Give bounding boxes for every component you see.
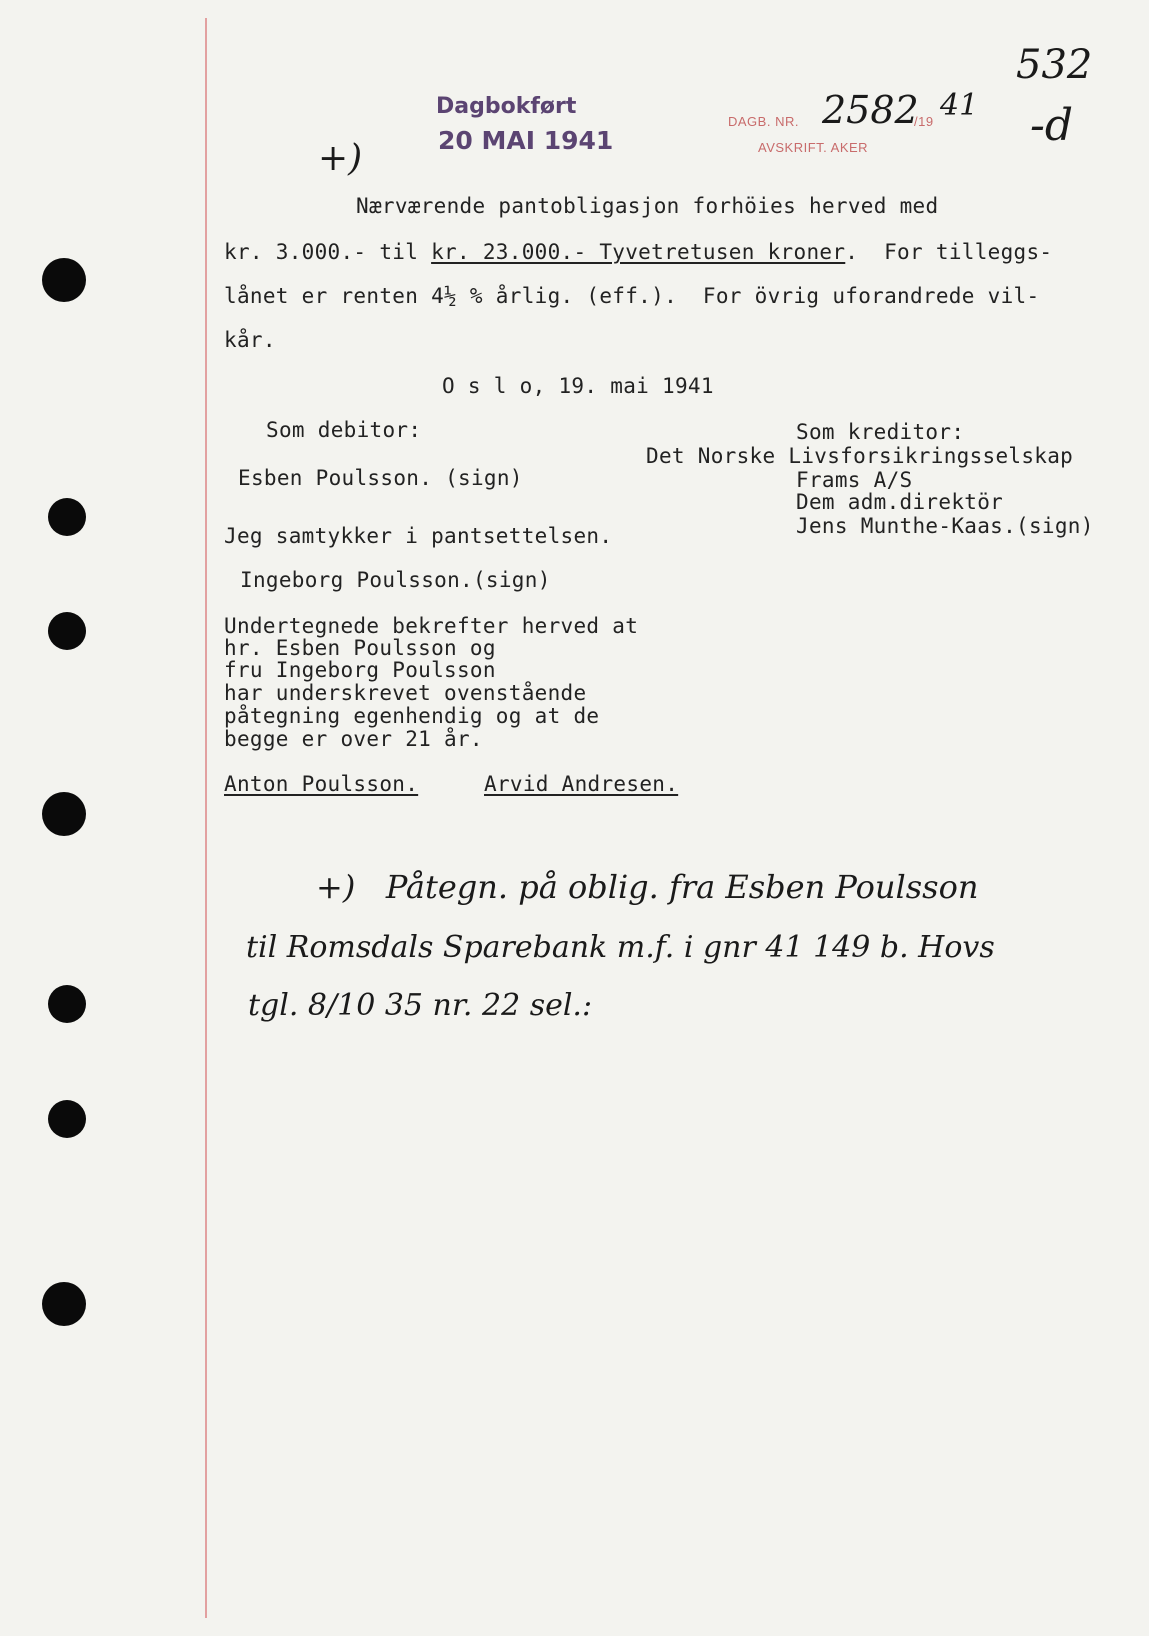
debitor-signature: Esben Poulsson. (sign) (238, 466, 523, 490)
kreditor-line: Det Norske Livsforsikringsselskap (646, 444, 1074, 468)
handwritten-note-line: +) Påtegn. på oblig. fra Esben Poulsson (316, 868, 979, 906)
footnote-marker: +) (318, 138, 363, 179)
handwritten-note-line: tgl. 8/10 35 nr. 22 sel.: (248, 988, 593, 1023)
kreditor-line: Jens Munthe-Kaas.(sign) (796, 514, 1094, 538)
punch-hole (48, 498, 86, 536)
paragraph-line: Nærværende pantobligasjon forhöies herved med (356, 194, 939, 218)
witness-line: påtegning egenhendig og at de (224, 704, 600, 728)
consent-signature: Ingeborg Poulsson.(sign) (240, 568, 551, 592)
kreditor-line: Dem adm.direktör (796, 490, 1004, 514)
witness-line: fru Ingeborg Poulsson (224, 658, 496, 682)
punch-hole (48, 1100, 86, 1138)
punch-hole (48, 985, 86, 1023)
punch-hole (48, 612, 86, 650)
avskrift-stamp: AVSKRIFT. AKER (758, 140, 869, 155)
consent-line: Jeg samtykker i pantsettelsen. (224, 524, 613, 548)
place-date: O s l o, 19. mai 1941 (442, 374, 714, 398)
paragraph-line (224, 240, 1052, 264)
paragraph-line: lånet er renten 4½ % årlig. (eff.). For övrig uforandrede vil- (224, 284, 1040, 308)
page-ref-mark: -d (1030, 100, 1074, 151)
punch-hole (42, 792, 86, 836)
punch-hole (42, 258, 86, 302)
page-ref-number: 532 (1016, 42, 1093, 88)
paragraph-segment: . For tilleggs- (845, 240, 1053, 264)
dagb-nr-label: DAGB. NR. (728, 114, 799, 129)
debitor-heading: Som debitor: (266, 418, 422, 442)
paragraph-line: kår. (224, 328, 276, 352)
paragraph-segment: kr. 3.000.- til (224, 240, 432, 264)
dagbok-stamp-line1: Dagbokført (436, 94, 577, 119)
handwritten-note-line: til Romsdals Sparebank m.f. i gnr 41 149 b. Hovs (246, 930, 995, 965)
punch-hole (42, 1282, 86, 1326)
dagb-year: 41 (940, 88, 979, 123)
amount-underlined: kr. 23.000.- Tyvetretusen kroner (431, 240, 846, 264)
witness-signature: Anton Poulsson. (224, 772, 419, 796)
witness-signature: Arvid Andresen. (484, 772, 679, 796)
witness-line: Undertegnede bekrefter herved at (224, 614, 639, 638)
witness-line: har underskrevet ovenstående (224, 681, 587, 705)
kreditor-heading: Som kreditor: (796, 420, 965, 444)
dagb-year-prefix: /19 (914, 114, 934, 129)
dagb-number: 2582 (822, 88, 919, 132)
witness-line: begge er over 21 år. (224, 727, 483, 751)
margin-line (205, 18, 207, 1618)
kreditor-line: Frams A/S (796, 468, 913, 492)
witness-line: hr. Esben Poulsson og (224, 636, 496, 660)
dagbok-stamp-line2: 20 MAI 1941 (438, 126, 614, 155)
